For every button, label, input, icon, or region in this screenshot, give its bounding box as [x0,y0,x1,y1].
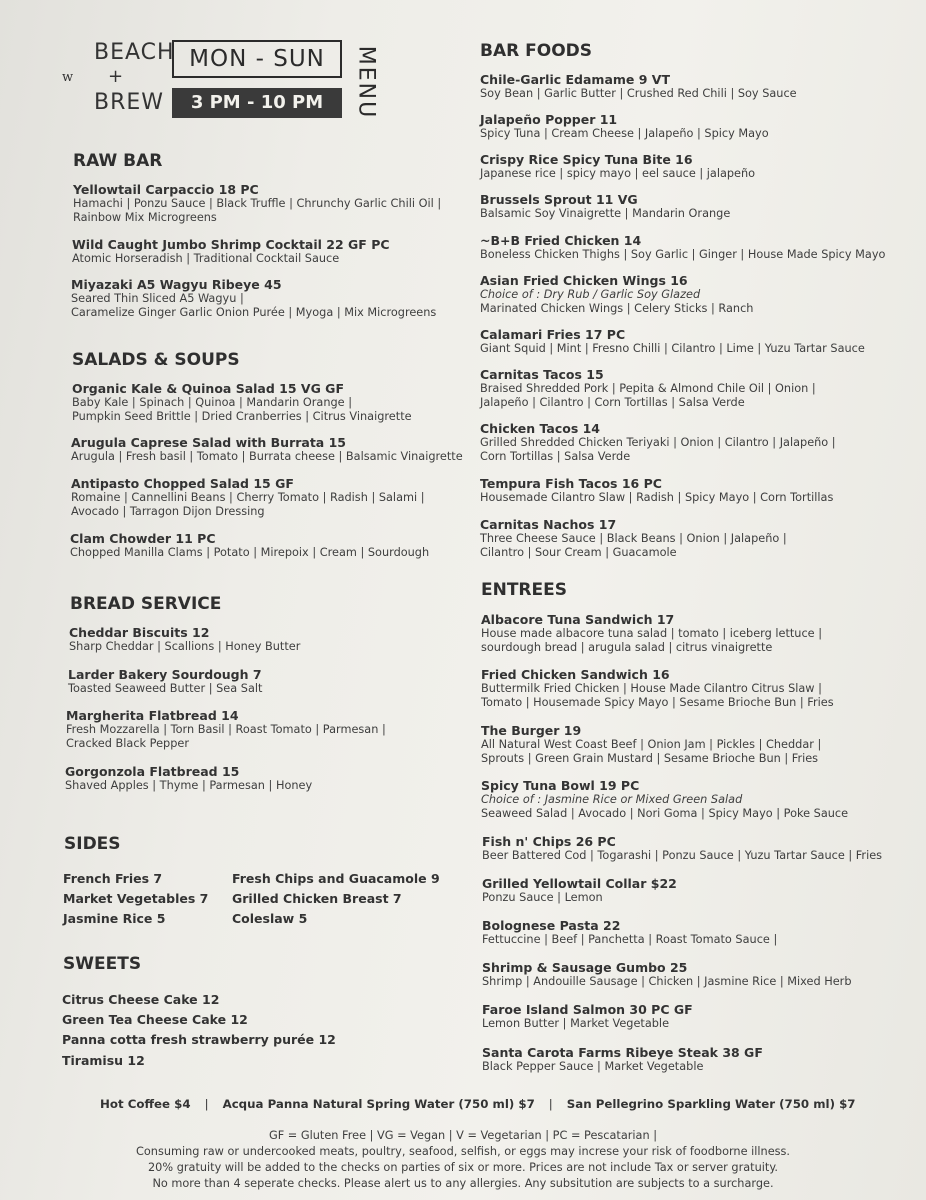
item-name: Arugula Caprese Salad with Burrata 15 [71,435,346,450]
item-name: Larder Bakery Sourdough 7 [68,667,262,682]
item-name: Brussels Sprout 11 VG [480,192,638,207]
menu-item [66,708,386,751]
item-choice: Choice of : Dry Rub / Garlic Soy Glazed [480,288,701,301]
menu-item [481,667,834,710]
sweet-item: Citrus Cheese Cake 12 [62,992,220,1007]
drink-separator: | [548,1097,553,1111]
menu-item [480,327,865,356]
item-desc: Housemade Cilantro Slaw | Radish | Spicy Mayo | Corn Tortillas [480,491,834,504]
menu-item [68,667,262,696]
menu-item [72,381,412,424]
item-name: Carnitas Nachos 17 [480,517,617,532]
item-name: Faroe Island Salmon 30 PC GF [482,1002,693,1017]
menu-item [481,778,848,821]
item-desc: Seaweed Salad | Avocado | Nori Goma | Spicy Mayo | Poke Sauce [481,807,849,820]
item-desc: All Natural West Coast Beef | Onion Jam | Pickles | Cheddar | [481,738,822,751]
sweet-item: Tiramisu 12 [62,1053,145,1068]
sweets-title: SWEETS [63,954,142,974]
item-desc: Giant Squid | Mint | Fresno Chilli | Cilantro | Lime | Yuzu Tartar Sauce [480,342,865,355]
menu-item [480,273,753,316]
item-name: Chicken Tacos 14 [480,421,601,436]
bar-foods-title: BAR FOODS [480,41,592,61]
menu-item [480,112,769,141]
item-desc: Spicy Tuna | Cream Cheese | Jalapeño | Spicy Mayo [480,127,769,140]
drink-sparkling: San Pellegrino Sparkling Water (750 ml) $7 [566,1097,856,1111]
drink-separator: | [204,1097,209,1111]
side-item: Jasmine Rice 5 [63,911,166,926]
logo-wave-mark: w [62,70,74,85]
item-name: Fish n' Chips 26 PC [482,834,616,849]
item-name: Albacore Tuna Sandwich 17 [481,612,675,627]
item-desc: Lemon Butter | Market Vegetable [482,1017,670,1030]
salads-soups-title: SALADS & SOUPS [72,350,240,370]
menu-item [481,723,821,766]
item-desc: Sharp Cheddar | Scallions | Honey Butter [69,640,301,653]
item-desc: Grilled Shredded Chicken Teriyaki | Onion | Cilantro | Jalapeño | [480,436,836,449]
menu-item [71,435,463,464]
menu-item [480,192,730,221]
drink-coffee: Hot Coffee $4 [100,1097,191,1111]
item-name: Calamari Fries 17 PC [480,327,626,342]
item-desc: Tomato | Housemade Spicy Mayo | Sesame Brioche Bun | Fries [481,696,834,709]
item-desc: Beer Battered Cod | Togarashi | Ponzu Sauce | Yuzu Tartar Sauce | Fries [482,849,883,862]
item-desc: Shrimp | Andouille Sausage | Chicken | Jasmine Rice | Mixed Herb [482,975,852,988]
entrees-title: ENTREES [481,580,567,600]
item-desc: Sprouts | Green Grain Mustard | Sesame Brioche Bun | Fries [481,752,819,765]
menu-vertical-title: MENU [353,45,379,120]
item-desc: Marinated Chicken Wings | Celery Sticks | Ranch [480,302,754,315]
item-desc: Toasted Seaweed Butter | Sea Salt [68,682,263,695]
item-desc: Hamachi | Ponzu Sauce | Black Truffle | Chrunchy Garlic Chili Oil | [73,197,442,210]
menu-item [482,876,677,905]
item-name: The Burger 19 [481,723,582,738]
menu-item [480,152,755,181]
side-item: Coleslaw 5 [232,911,308,926]
item-name: Clam Chowder 11 PC [70,531,216,546]
item-name: Shrimp & Sausage Gumbo 25 [482,960,688,975]
item-name: Cheddar Biscuits 12 [69,625,210,640]
item-desc: Soy Bean | Garlic Butter | Crushed Red Chili | Soy Sauce [480,87,797,100]
item-desc: Jalapeño | Cilantro | Corn Tortillas | Salsa Verde [480,396,745,409]
menu-item [72,237,390,266]
item-desc: sourdough bread | arugula salad | citrus vinaigrette [481,641,773,654]
item-name: Crispy Rice Spicy Tuna Bite 16 [480,152,693,167]
menu-item [70,531,429,560]
logo-beach-text: BEACH [94,40,175,65]
item-name: Bolognese Pasta 22 [482,918,621,933]
item-desc: Avocado | Tarragon Dijon Dressing [71,505,265,518]
menu-item [480,421,836,464]
item-desc: Rainbow Mix Microgreens [73,211,217,224]
item-desc: Cilantro | Sour Cream | Guacamole [480,546,677,559]
item-name: Jalapeño Popper 11 [480,112,618,127]
item-name: Tempura Fish Tacos 16 PC [480,476,662,491]
item-desc: Atomic Horseradish | Traditional Cocktail Sauce [72,252,340,265]
item-desc: Baby Kale | Spinach | Quinoa | Mandarin Orange | [72,396,353,409]
item-name: ~B+B Fried Chicken 14 [480,233,642,248]
item-desc: House made albacore tuna salad | tomato | iceberg lettuce | [481,627,823,640]
item-name: Miyazaki A5 Wagyu Ribeye 45 [71,277,282,292]
menu-item [480,72,797,101]
side-item: Fresh Chips and Guacamole 9 [232,871,440,886]
item-name: Spicy Tuna Bowl 19 PC [481,778,640,793]
item-desc: Arugula | Fresh basil | Tomato | Burrata cheese | Balsamic Vinaigrette [71,450,463,463]
hours-badge: 3 PM - 10 PM [172,88,342,118]
item-desc: Japanese rice | spicy mayo | eel sauce | jalapeño [480,167,756,180]
menu-item [482,960,852,989]
item-choice: Choice of : Jasmine Rice or Mixed Green Salad [481,793,743,806]
item-name: Carnitas Tacos 15 [480,367,604,382]
menu-item [482,1002,693,1031]
disclaimer-line: Consuming raw or undercooked meats, poultry, seafood, selfish, or eggs may increse your risk of foodborne illness. [135,1145,791,1158]
item-name: Margherita Flatbread 14 [66,708,239,723]
item-desc: Corn Tortillas | Salsa Verde [480,450,631,463]
item-name: Grilled Yellowtail Collar $22 [482,876,677,891]
item-desc: Pumpkin Seed Brittle | Dried Cranberries | Citrus Vinaigrette [72,410,412,423]
legend-line: GF = Gluten Free | VG = Vegan | V = Vegetarian | PC = Pescatarian | [268,1129,658,1142]
beach-brew-logo [62,40,175,124]
side-item: Grilled Chicken Breast 7 [232,891,402,906]
item-desc: Ponzu Sauce | Lemon [482,891,603,904]
side-item: French Fries 7 [63,871,163,886]
disclaimer-line: 20% gratuity will be added to the checks on parties of six or more. Prices are not include Tax or server gratuity. [148,1161,778,1174]
item-desc: Braised Shredded Pork | Pepita & Almond Chile Oil | Onion | [480,382,816,395]
menu-item [482,918,777,947]
menu-item [480,517,787,560]
item-name: Chile-Garlic Edamame 9 VT [480,72,670,87]
menu-item [481,612,822,655]
item-desc: Shaved Apples | Thyme | Parmesan | Honey [65,779,313,792]
menu-item [71,476,425,519]
item-name: Gorgonzola Flatbread 15 [65,764,240,779]
item-desc: Black Pepper Sauce | Market Vegetable [482,1060,704,1073]
item-desc: Fresh Mozzarella | Torn Basil | Roast Tomato | Parmesan | [66,723,386,736]
bread-service-title: BREAD SERVICE [70,594,222,614]
disclaimer-line: No more than 4 seperate checks. Please alert us to any allergies. Any subsitution are subjects to a surcharge. [152,1177,774,1190]
item-desc: Fettuccine | Beef | Panchetta | Roast Tomato Sauce | [482,933,778,946]
menu-item [482,1045,763,1074]
item-desc: Boneless Chicken Thighs | Soy Garlic | Ginger | House Made Spicy Mayo [480,248,886,261]
item-name: Antipasto Chopped Salad 15 GF [71,476,294,491]
item-desc: Romaine | Cannellini Beans | Cherry Tomato | Radish | Salami | [71,491,425,504]
item-desc: Buttermilk Fried Chicken | House Made Cilantro Citrus Slaw | [481,682,822,695]
menu-item [65,764,312,793]
item-desc: Chopped Manilla Clams | Potato | Mirepoix | Cream | Sourdough [70,546,430,559]
logo-brew-text: BREW [94,90,165,115]
item-name: Wild Caught Jumbo Shrimp Cocktail 22 GF PC [72,237,390,252]
item-desc: Caramelize Ginger Garlic Onion Purée | Myoga | Mix Microgreens [71,306,437,319]
item-desc: Balsamic Soy Vinaigrette | Mandarin Orange [480,207,731,220]
item-name: Asian Fried Chicken Wings 16 [480,273,688,288]
item-name: Fried Chicken Sandwich 16 [481,667,670,682]
menu-item [73,182,441,225]
menu-item [482,834,882,863]
sides-title: SIDES [64,834,121,854]
raw-bar-title: RAW BAR [73,151,163,171]
menu-item [480,476,833,505]
drink-water: Acqua Panna Natural Spring Water (750 ml) $7 [222,1097,535,1111]
sweet-item: Green Tea Cheese Cake 12 [62,1012,248,1027]
item-desc: Seared Thin Sliced A5 Wagyu | [71,292,244,305]
menu-item [480,367,816,410]
menu-item [71,277,436,320]
item-name: Santa Carota Farms Ribeye Steak 38 GF [482,1045,763,1060]
logo-plus-text: + [108,66,124,87]
days-badge: MON - SUN [172,40,342,78]
item-name: Yellowtail Carpaccio 18 PC [73,182,259,197]
side-item: Market Vegetables 7 [63,891,209,906]
item-desc: Three Cheese Sauce | Black Beans | Onion | Jalapeño | [480,532,787,545]
item-desc: Cracked Black Pepper [66,737,189,750]
menu-item [480,233,885,262]
item-name: Organic Kale & Quinoa Salad 15 VG GF [72,381,344,396]
sweet-item: Panna cotta fresh strawberry purée 12 [62,1032,336,1047]
drinks-line [100,1097,856,1111]
menu-item [69,625,300,654]
